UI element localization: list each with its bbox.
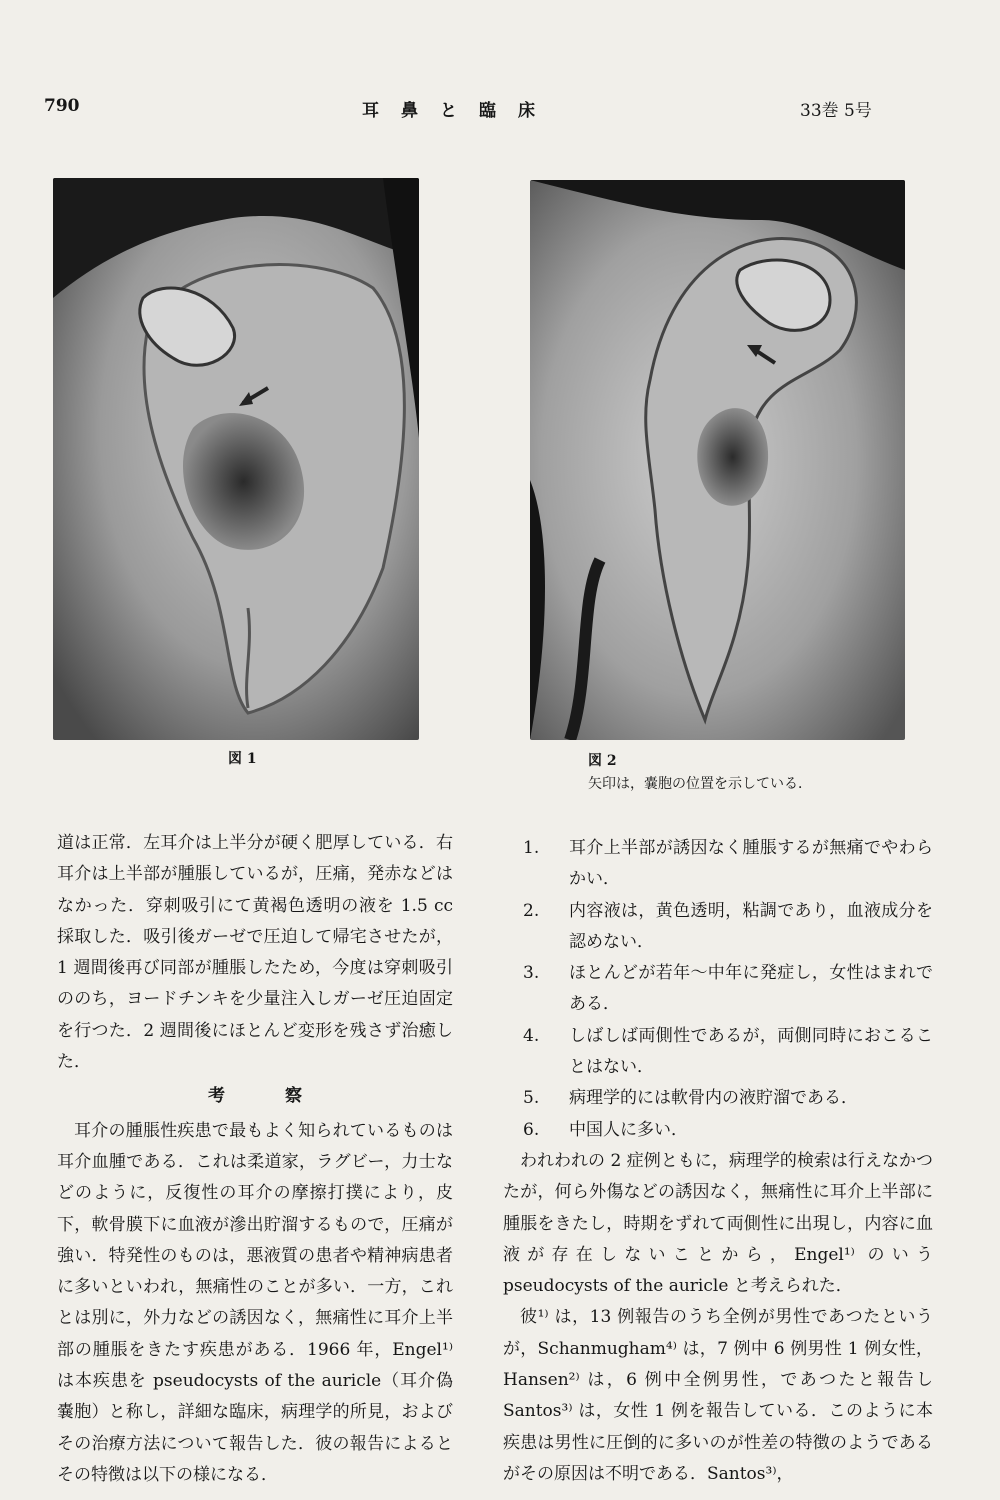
- list-item: [503, 1021, 933, 1084]
- page-number: 790: [44, 96, 80, 116]
- paragraph: 道は正常．左耳介は上半分が硬く肥厚している．右耳介は上半部が腫脹しているが，圧痛，発赤などはなかった．穿刺吸引にて黄褐色透明の液を 1.5 cc 採取した．吸引後ガーゼで圧迫して帰宅させたが，1 週間後再び同部が腫脹したため，今度は穿刺吸引ののち，ヨードチンキを少量注入しガーゼ圧迫固定を行つた．2 週間後にほとんど変形を残さず治癒した．: [57, 833, 453, 1073]
- list-item: [503, 1083, 933, 1114]
- figure-2-label: 図 2: [588, 753, 617, 769]
- list-number: 6.: [523, 1119, 540, 1140]
- journal-title: 耳鼻と臨床: [362, 101, 557, 121]
- figure-2-ear-photo: [530, 180, 905, 740]
- right-column: [503, 833, 933, 1490]
- paragraph: 耳介の腫脹性疾患で最もよく知られているものは耳介血腫である．これは柔道家，ラグビー，力士などのように，反復性の耳介の摩擦打撲により，皮下，軟骨膜下に血液が滲出貯溜するもので，圧痛が強い．特発性のものは，悪液質の患者や精神病患者に多いといわれ，無痛性のことが多い．一方，これとは別に，外力などの誘因なく，無痛性に耳介上半部の腫脹をきたす疾患がある．1966 年，Engel¹⁾ は本疾患を pseudocysts of the auricle（耳介偽嚢胞）と称し，詳細な臨床，病理学的所見，およびその治療方法について報告した．彼の報告によるとその特徴は以下の様になる．: [57, 1120, 453, 1485]
- figure-1-label: 図 1: [228, 751, 257, 767]
- paragraph: 彼¹⁾ は，13 例報告のうち全例が男性であつたというが，Schanmugham⁴⁾ は，7 例中 6 例男性 1 例女性，Hansen²⁾ は，6 例中全例男性，であつたと報告し Santos³⁾ は，女性 1 例を報告している．このように本疾患は男性に圧倒的に多いのが性差の特徴のようであるがその原因は不明である．Santos³⁾，: [503, 1307, 933, 1484]
- figure-1-ear-photo: [53, 178, 419, 740]
- volume-issue: 33巻 5号: [800, 101, 872, 121]
- list-item: [503, 958, 933, 1021]
- list-text: 耳介上半部が誘因なく腫脹するが無痛でやわらかい．: [569, 838, 933, 890]
- list-number: 1.: [523, 838, 540, 858]
- figure-2-caption: 矢印は，嚢胞の位置を示している．: [588, 776, 812, 792]
- left-column: [57, 828, 453, 1491]
- list-text: しばしば両側性であるが，両側同時におこることはない．: [569, 1025, 933, 1078]
- list-item: [503, 1115, 933, 1146]
- list-number: 4.: [523, 1025, 540, 1046]
- list-item: [503, 833, 933, 896]
- list-number: 2.: [523, 900, 540, 921]
- list-text: 中国人に多い．: [569, 1119, 688, 1140]
- list-text: 病理学的には軟骨内の液貯溜である．: [569, 1088, 858, 1109]
- paragraph: われわれの 2 症例ともに，病理学的検索は行えなかつたが，何ら外傷などの誘因なく，無痛性に耳介上半部に腫脹をきたし，時期をずれて両側性に出現し，内容に血液が存在しないことから，Engel¹⁾ のいう pseudocysts of the auricle と考えられた．: [503, 1150, 933, 1297]
- list-number: 5.: [523, 1088, 540, 1109]
- list-number: 3.: [523, 963, 540, 984]
- section-heading: 考察: [208, 1086, 362, 1107]
- list-item: [503, 896, 933, 959]
- list-text: 内容液は，黄色透明，粘調であり，血液成分を認めない．: [569, 900, 933, 952]
- list-text: ほとんどが若年〜中年に発症し，女性はまれである．: [569, 963, 933, 1015]
